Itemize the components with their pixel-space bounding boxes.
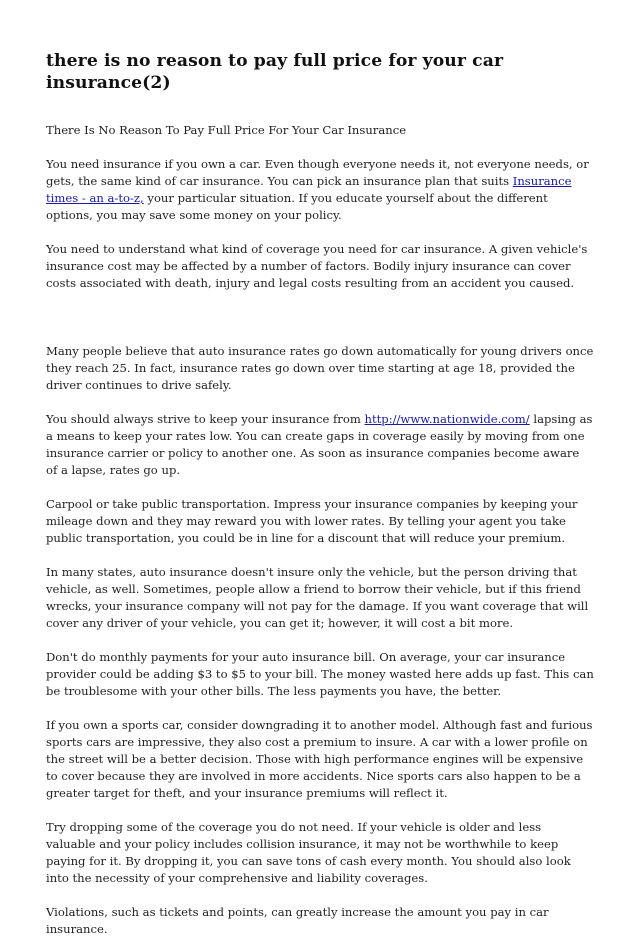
paragraph-2: You need to understand what kind of coverage you need for car insurance. A given vehicle's insurance cost may be affected by a number of factors. Bodily injury insurance can cover costs associated with death, injury and legal costs resulting from an accident you caused. [46,242,588,290]
paragraph-4 [46,411,594,479]
paragraph-1-text-b: your particular situation. If you educate yourself about the different options, you may save some money on your policy. [46,191,548,222]
paragraph-5: Carpool or take public transportation. Impress your insurance companies by keeping your mileage down and they may reward you with lower rates. By telling your agent you take public transportation, you could be in line for a discount that will reduce your premium. [46,497,578,545]
paragraph-9: Try dropping some of the coverage you do not need. If your vehicle is older and less valuable and your policy includes collision insurance, it may not be worthwhile to keep paying for it. By dropping it, you can save tons of cash every month. You should also look into the necessity of your comprehensive and liability coverages. [46,820,571,885]
paragraph-4-text-b: lapsing as a means to keep your rates low. You can create gaps in coverage easily by moving from one insurance carrier or policy to another one. As soon as insurance companies become aware of a lapse, rates go up. [46,412,593,477]
paragraph-1 [46,156,594,224]
document-subtitle: There Is No Reason To Pay Full Price For Your Car Insurance [46,123,407,137]
paragraph-4-text-a: You should always strive to keep your insurance from [46,412,365,426]
paragraph-8: If you own a sports car, consider downgrading it to another model. Although fast and furious sports cars are impressive, they also cost a premium to insure. A car with a lower profile on the street will be a better decision. Those with high performance engines will be expensive to cover because they are involved in more accidents. Nice sports cars also happen to be a greater target for theft, and your insurance premiums will reflect it. [46,718,593,800]
insurance-times-link[interactable]: Insurance times - an a-to-z, [46,174,572,205]
paragraph-7: Don't do monthly payments for your auto insurance bill. On average, your car insurance provider could be adding $3 to $5 to your bill. The money wasted here adds up fast. This can be troublesome with your other bills. The less payments you have, the better. [46,650,594,698]
nationwide-link[interactable]: http://www.nationwide.com/ [364,412,530,426]
paragraph-6: In many states, auto insurance doesn't insure only the vehicle, but the person driving that vehicle, as well. Sometimes, people allow a friend to borrow their vehicle, but if this friend wrecks, your insurance company will not pay for the damage. If you want coverage that will cover any driver of your vehicle, you can get it; however, it will cost a bit more. [46,565,589,630]
paragraph-1-text-a: You need insurance if you own a car. Even though everyone needs it, not everyone needs, or gets, the same kind of car insurance. You can pick an insurance plan that suits [46,157,589,188]
paragraph-10: Violations, such as tickets and points, can greatly increase the amount you pay in car insurance. [46,905,549,936]
paragraph-3: Many people believe that auto insurance rates go down automatically for young drivers once they reach 25. In fact, insurance rates go down over time starting at age 18, provided the driver continues to drive safely. [46,344,594,392]
document-title: there is no reason to pay full price for your car insurance(2) [46,51,504,93]
